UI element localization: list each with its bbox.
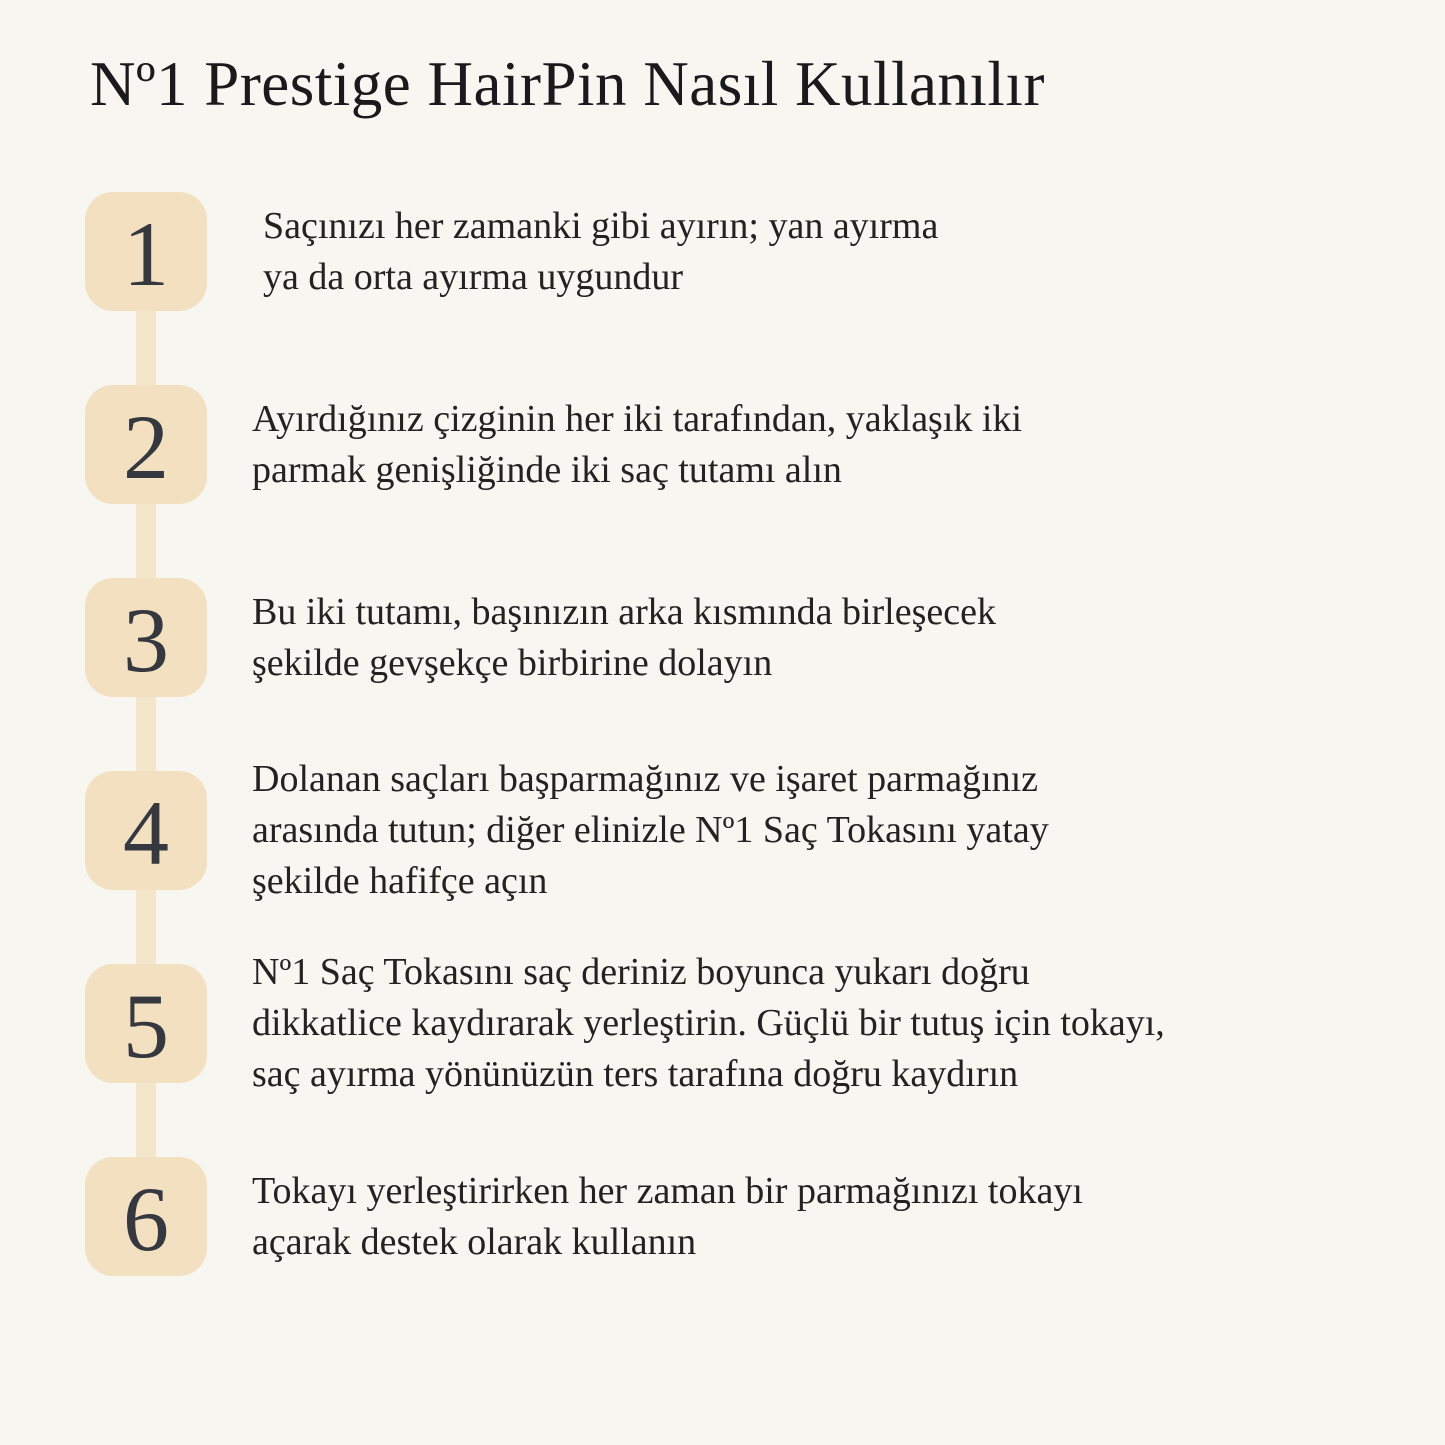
step-6-number: 6 [123, 1167, 169, 1270]
step-4-number: 4 [123, 781, 169, 884]
step-text-line: Saçınızı her zamanki gibi ayırın; yan ayırma [263, 204, 939, 247]
step-6-text [252, 1166, 1083, 1268]
step-row-5 [85, 927, 1385, 1120]
step-text-line: ya da orta ayırma uygundur [263, 255, 683, 298]
page-title: Nº1 Prestige HairPin Nasıl Kullanılır [90, 49, 1045, 119]
step-1-number-badge [85, 192, 207, 311]
step-2-number-badge [85, 385, 207, 504]
step-4-text [252, 754, 1049, 907]
step-2-number: 2 [123, 395, 169, 498]
step-row-2 [85, 348, 1385, 541]
step-5-number-badge [85, 964, 207, 1083]
step-text-line: açarak destek olarak kullanın [252, 1220, 697, 1263]
steps-timeline [85, 155, 1385, 1313]
step-text-line: Dolanan saçları başparmağınız ve işaret parmağınız [252, 758, 1039, 800]
step-text-line: saç ayırma yönünüzün ters tarafına doğru kaydırın [252, 1053, 1019, 1095]
step-text-line: parmak genişliğinde iki saç tutamı alın [252, 448, 842, 491]
step-text-line: şekilde hafifçe açın [252, 860, 548, 902]
step-row-4 [85, 734, 1385, 927]
step-text-line: Tokayı yerleştirirken her zaman bir parmağınızı tokayı [252, 1169, 1083, 1212]
step-3-text [252, 587, 996, 689]
step-1-text [263, 201, 938, 303]
step-row-6 [85, 1120, 1385, 1313]
step-4-number-badge [85, 771, 207, 890]
step-text-line: şekilde gevşekçe birbirine dolayın [252, 641, 773, 684]
step-3-number: 3 [123, 588, 169, 691]
step-row-3 [85, 541, 1385, 734]
step-text-line: Bu iki tutamı, başınızın arka kısmında birleşecek [252, 590, 996, 633]
step-text-line: Nº1 Saç Tokasını saç deriniz boyunca yukarı doğru [252, 951, 1030, 993]
step-3-number-badge [85, 578, 207, 697]
step-5-text [252, 947, 1165, 1100]
step-text-line: dikkatlice kaydırarak yerleştirin. Güçlü bir tutuş için tokayı, [252, 1002, 1165, 1044]
step-1-number: 1 [123, 202, 169, 305]
step-row-1 [85, 155, 1385, 348]
step-text-line: arasında tutun; diğer elinizle Nº1 Saç Tokasını yatay [252, 809, 1049, 851]
step-5-number: 5 [123, 974, 169, 1077]
step-6-number-badge [85, 1157, 207, 1276]
step-2-text [252, 394, 1022, 496]
step-text-line: Ayırdığınız çizginin her iki tarafından, yaklaşık iki [252, 397, 1023, 440]
